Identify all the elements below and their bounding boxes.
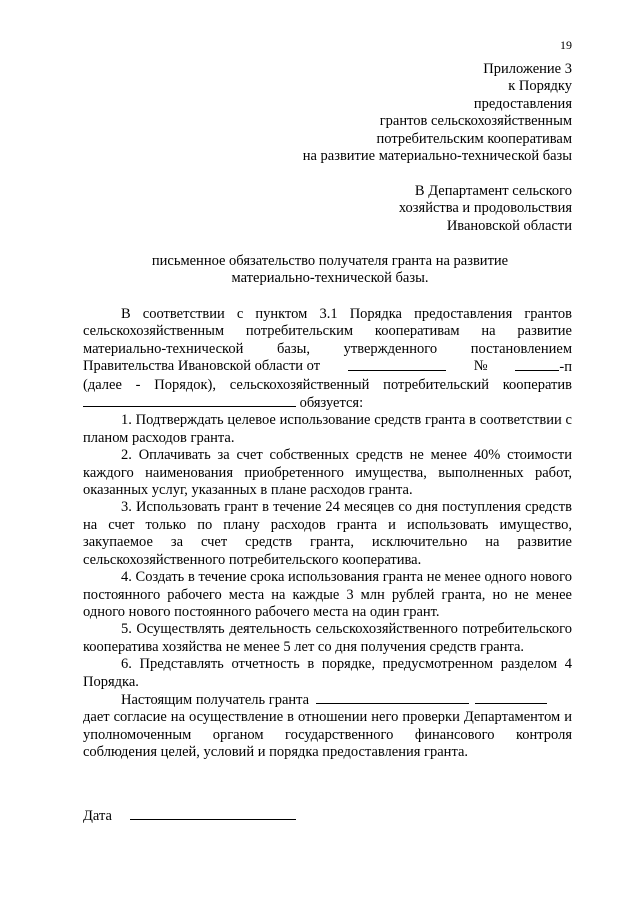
intro-line: В соответствии с пунктом 3.1 Порядка предоставления грантов [121,306,572,322]
document-title [80,253,580,288]
appendix-line: Приложение 3 [483,61,572,77]
addressee-line: хозяйства и продовольствия [398,200,572,217]
obligation-item: 2. Оплачивать за счет собственных средств не менее 40% стоимости каждого наименования приобретенного имущества, выполненных работ, оказанных услуг, указанных в плане расходов гранта. [83,447,572,499]
addressee-line: Ивановской области [446,217,572,234]
title-line: материально-технической базы. [231,270,429,287]
obligation-item: 6. Представлять отчетность в порядке, предусмотренном разделом 4 Порядка. [83,656,572,690]
decree-number-blank [515,358,559,371]
consent-text: Настоящим получатель гранта [121,691,310,708]
addressee-block [260,183,572,235]
grantee-name-blank [316,691,469,704]
decree-date-blank [348,358,446,371]
page-number: 19 [560,38,572,52]
consent-paragraph: дает согласие на осуществление в отношении него проверки Департаментом и уполномоченным органом государственного финансового контроля соблюдения целей, условий и порядка предоставления гранта. [83,709,572,761]
intro-line: сельскохозяйственным потребительским кооперативам на развитие [83,323,572,340]
obligation-item: 5. Осуществлять деятельность сельскохозяйственного потребительского кооператива хозяйства не менее 5 лет со дня получения средств гранта. [83,621,572,655]
intro-text: Правительства Ивановской области от [83,358,321,375]
cooperative-name-line [83,394,572,412]
date-line [83,807,296,825]
intro-text: обязуется: [299,395,364,412]
obligation-item: 4. Создать в течение срока использования гранта не менее одного нового постоянного рабочего места на каждые 3 млн рублей гранта, но не менее одного нового постоянного рабочего места на один грант. [83,569,572,620]
cooperative-name-blank [83,394,296,407]
intro-line: материально-технической базы, утвержденного постановлением [83,340,572,357]
appendix-line: предоставления [473,95,572,112]
decree-reference-line [83,358,572,376]
decree-suffix: -п [559,359,572,376]
addressee-line: В Департамент сельского [414,183,572,199]
intro-line: (далее - Порядок), сельскохозяйственный потребительский кооператив [83,376,572,393]
number-sign: № [473,358,488,375]
grantee-name-blank-2 [475,691,547,704]
appendix-header [260,61,572,165]
obligation-item: 1. Подтверждать целевое использование средств гранта в соответствии с планом расходов гранта. [83,412,572,446]
document-body [83,306,572,762]
date-label: Дата [83,808,112,824]
consent-start-line [83,691,572,709]
appendix-line: на развитие материально-технической базы [302,148,572,165]
appendix-line: грантов сельскохозяйственным [379,113,572,130]
appendix-line: потребительским кооперативам [376,130,572,147]
appendix-line: к Порядку [508,78,572,95]
title-line: письменное обязательство получателя гранта на развитие [151,253,509,269]
date-blank [130,807,296,820]
obligation-item: 3. Использовать грант в течение 24 месяцев со дня поступления средств на счет только по плану расходов гранта и использовать имущество, закупаемое за счет средств гранта, исключительно на развитие сельскохозяйственного потребительского кооператива. [83,499,572,568]
